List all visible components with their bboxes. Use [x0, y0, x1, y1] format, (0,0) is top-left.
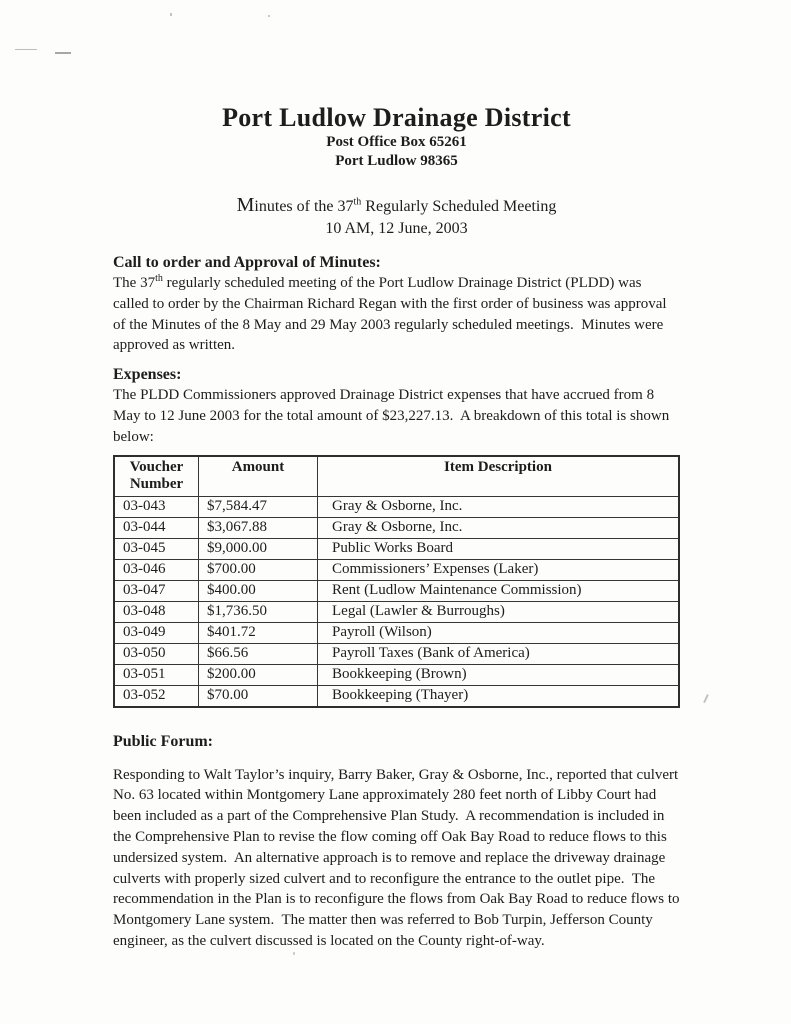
meeting-title-block — [113, 194, 680, 240]
table-row — [114, 601, 679, 622]
meeting-title-tail: Regularly Scheduled Meeting — [361, 198, 557, 215]
expense-table — [113, 455, 680, 708]
call-to-order-paragraph — [113, 273, 680, 356]
description-cell: Bookkeeping (Brown) — [318, 664, 680, 685]
scan-artifact — [703, 694, 708, 703]
po-box-line: Post Office Box 65261 — [326, 134, 467, 150]
voucher-cell: 03-043 — [114, 496, 199, 517]
description-cell: Public Works Board — [318, 538, 680, 559]
amount-cell: $3,067.88 — [199, 517, 318, 538]
document-title: Port Ludlow Drainage District — [222, 103, 571, 132]
voucher-cell: 03-051 — [114, 664, 199, 685]
city-zip-line: Port Ludlow 98365 — [335, 153, 458, 169]
item-description-column-header: Item Description — [318, 456, 680, 497]
description-cell: Legal (Lawler & Burroughs) — [318, 601, 680, 622]
voucher-cell: 03-050 — [114, 643, 199, 664]
description-cell: Payroll Taxes (Bank of America) — [318, 643, 680, 664]
scan-artifact — [268, 15, 270, 17]
amount-cell: $66.56 — [199, 643, 318, 664]
call-to-order-ordinal: th — [155, 273, 163, 284]
voucher-cell: 03-052 — [114, 685, 199, 707]
table-row — [114, 643, 679, 664]
voucher-cell: 03-048 — [114, 601, 199, 622]
amount-cell: $70.00 — [199, 685, 318, 707]
amount-cell: $1,736.50 — [199, 601, 318, 622]
table-row — [114, 580, 679, 601]
description-cell: Commissioners’ Expenses (Laker) — [318, 559, 680, 580]
amount-column-header: Amount — [199, 456, 318, 497]
voucher-cell: 03-049 — [114, 622, 199, 643]
amount-cell: $700.00 — [199, 559, 318, 580]
document-content — [113, 103, 684, 952]
meeting-title-text: inutes of the 37 — [254, 198, 354, 215]
amount-cell: $200.00 — [199, 664, 318, 685]
voucher-number-column-header: Voucher Number — [114, 456, 199, 497]
public-forum-paragraph: Responding to Walt Taylor’s inquiry, Barry Baker, Gray & Osborne, Inc., reported that culvert No. 63 located within Montgomery Lane approximately 280 feet north of Libby Court had been included as a part of the Comprehensive Plan Study. A recommendation is included in the Comprehensive Plan to revise the flow coming off Oak Bay Road to reduce flows to this undersized system. An alternative approach is to remove and replace the driveway drainage culverts with properly sized culvert and to reconfigure the entrance to the outlet pipe. The recommendation in the Plan is to reconfigure the flows from Oak Bay Road to reduce flows to Montgomery Lane system. The matter then was referred to Bob Turpin, Jefferson County engineer, as the culvert discussed is located on the County right-of-way. — [113, 766, 684, 949]
voucher-cell: 03-047 — [114, 580, 199, 601]
public-forum-heading: Public Forum: — [113, 732, 213, 750]
call-to-order-heading: Call to order and Approval of Minutes: — [113, 254, 381, 271]
table-row — [114, 664, 679, 685]
description-cell: Gray & Osborne, Inc. — [318, 496, 680, 517]
expenses-heading: Expenses: — [113, 366, 182, 384]
scan-artifact — [293, 952, 295, 955]
amount-cell: $401.72 — [199, 622, 318, 643]
expense-table-header — [114, 456, 679, 497]
header-row — [114, 456, 679, 497]
voucher-cell: 03-046 — [114, 559, 199, 580]
table-row — [114, 559, 679, 580]
description-cell: Payroll (Wilson) — [318, 622, 680, 643]
amount-cell: $400.00 — [199, 580, 318, 601]
call-to-order-text: regularly scheduled meeting of the Port Ludlow Drainage District (PLDD) was called to order by the Chairman Richard Regan with the first order of business was approval of the Minutes of the 8 May and 29 May 2003 regularly scheduled meetings. Minutes were approved as written. — [113, 275, 671, 354]
expenses-paragraph: The PLDD Commissioners approved Drainage District expenses that have accrued from 8 May to 12 June 2003 for the total amount of $23,227.13. A breakdown of this total is shown below: — [113, 387, 673, 445]
scan-artifact — [170, 13, 172, 16]
voucher-cell: 03-045 — [114, 538, 199, 559]
amount-cell: $7,584.47 — [199, 496, 318, 517]
description-cell: Gray & Osborne, Inc. — [318, 517, 680, 538]
meeting-title-ordinal: th — [353, 196, 362, 208]
call-to-order-text-prefix: The 37 — [113, 275, 156, 291]
table-row — [114, 685, 679, 707]
table-row — [114, 622, 679, 643]
table-row — [114, 517, 679, 538]
table-row — [114, 496, 679, 517]
table-row — [114, 538, 679, 559]
voucher-cell: 03-044 — [114, 517, 199, 538]
meeting-title-initial: M — [236, 194, 255, 216]
meeting-title-line — [113, 194, 680, 218]
scan-artifact — [15, 49, 37, 50]
description-cell: Rent (Ludlow Maintenance Commission) — [318, 580, 680, 601]
meeting-datetime: 10 AM, 12 June, 2003 — [325, 220, 468, 237]
amount-cell: $9,000.00 — [199, 538, 318, 559]
expense-table-body — [114, 496, 679, 707]
description-cell: Bookkeeping (Thayer) — [318, 685, 680, 707]
scan-artifact — [55, 52, 71, 54]
